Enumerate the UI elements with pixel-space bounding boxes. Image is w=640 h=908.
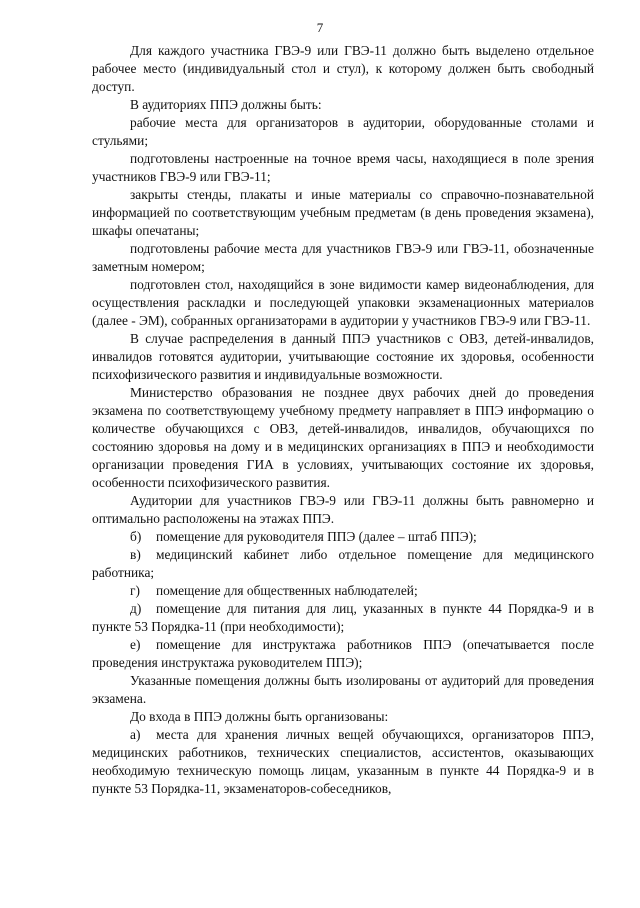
paragraph: В аудиториях ППЭ должны быть: — [130, 97, 322, 112]
list-item-text: помещение для питания для лиц, указанных в пункте 44 Порядка-9 и в пункте 53 Порядка-11 (при необходимости); — [92, 601, 594, 634]
list-marker: г) — [130, 583, 140, 598]
paragraph: подготовлен стол, находящийся в зоне видимости камер видеонаблюдения, для осуществления раскладки и последующей упаковки экзаменационных материалов (далее - ЭМ), собранных организаторами в аудитории у участников ГВЭ-9 или ГВЭ-11. — [92, 277, 594, 328]
paragraph: В случае распределения в данный ППЭ участников с ОВЗ, детей-инвалидов, инвалидов готовятся аудитории, учитывающие состояние их здоровья, особенности психофизического развития и индивидуальные возможности. — [92, 331, 594, 382]
list-item-text: медицинский кабинет либо отдельное помещение для медицинского работника; — [92, 547, 594, 580]
list-item-text: помещение для инструктажа работников ППЭ (опечатывается после проведения инструктажа руководителем ППЭ); — [92, 637, 594, 670]
list-marker: в) — [130, 547, 141, 562]
list-item-text: помещение для общественных наблюдателей; — [156, 583, 418, 598]
paragraph: подготовлены рабочие места для участников ГВЭ-9 или ГВЭ-11, обозначенные заметным номером; — [92, 241, 594, 274]
list-item-text: места для хранения личных вещей обучающихся, организаторов ППЭ, медицинских работников, технических специалистов, ассистентов, оказывающих необходимую техническую помощь лицам, указанным в пункте 44 Порядка-9 и в пункте 53 Порядка-11, экзаменаторов-собеседников, — [92, 727, 594, 796]
list-marker: б) — [130, 529, 142, 544]
list-item-text: помещение для руководителя ППЭ (далее – штаб ППЭ); — [156, 529, 477, 544]
paragraph: Аудитории для участников ГВЭ-9 или ГВЭ-11 должны быть равномерно и оптимально расположены на этажах ППЭ. — [92, 493, 594, 526]
list-marker: е) — [130, 637, 141, 652]
paragraph: Указанные помещения должны быть изолированы от аудиторий для проведения экзамена. — [92, 673, 594, 706]
page-number: 7 — [316, 20, 324, 35]
list-item — [92, 636, 594, 672]
list-item — [92, 582, 594, 600]
paragraph: Для каждого участника ГВЭ-9 или ГВЭ-11 должно быть выделено отдельное рабочее место (индивидуальный стол и стул), к которому должен быть свободный доступ. — [92, 43, 594, 94]
paragraph: рабочие места для организаторов в аудитории, оборудованные столами и стульями; — [92, 115, 594, 148]
list-item — [92, 546, 594, 582]
paragraph: До входа в ППЭ должны быть организованы: — [130, 709, 389, 724]
list-item — [92, 726, 594, 798]
paragraph: закрыты стенды, плакаты и иные материалы со справочно-познавательной информацией по соответствующим учебным предметам (в день проведения экзамена), шкафы опечатаны; — [92, 187, 594, 238]
list-item — [92, 528, 594, 546]
paragraph: Министерство образования не позднее двух рабочих дней до проведения экзамена по соответствующему учебному предмету направляет в ППЭ информацию о количестве обучающихся с ОВЗ, детей-инвалидов, инвалидов, обучающихся по состоянию здоровья на дому и в медицинских организациях в ППЭ и необходимости организации проведения ГИА в условиях, учитывающих состояние их здоровья, особенности психофизического развития. — [92, 385, 594, 490]
list-marker: а) — [130, 727, 141, 742]
list-marker: д) — [130, 601, 142, 616]
paragraph: подготовлены настроенные на точное время часы, находящиеся в поле зрения участников ГВЭ-9 или ГВЭ-11; — [92, 151, 594, 184]
list-item — [92, 600, 594, 636]
document-body — [92, 42, 594, 798]
